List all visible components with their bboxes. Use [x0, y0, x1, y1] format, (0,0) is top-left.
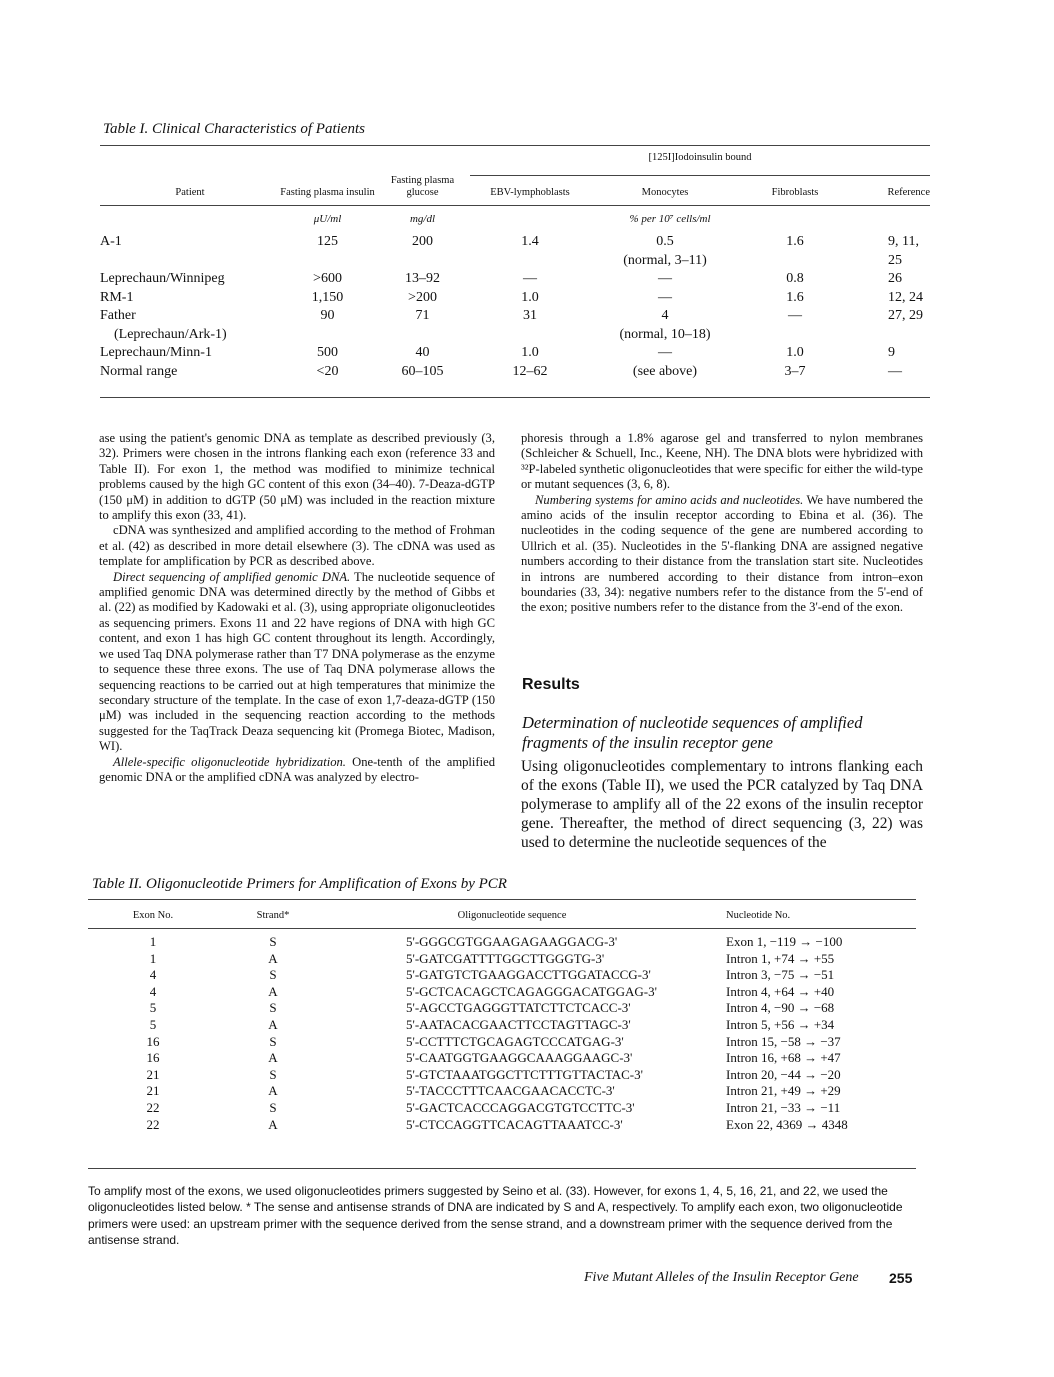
table1-value: —	[658, 289, 672, 305]
table2-cell-strand: S	[269, 1066, 277, 1082]
table2-cell-seq: 5'-GTCTAAATGGCTTCTTTGTTACTAC-3'	[406, 1066, 643, 1082]
left-p4-head: Allele-specific oligonucleotide hybridization.	[113, 754, 346, 769]
table1-cell-ebv	[470, 289, 590, 308]
table2-row	[88, 1034, 916, 1051]
table1-cell-fibro	[740, 363, 850, 382]
table1-cell-ref	[850, 233, 930, 270]
table1-cell-insulin	[280, 307, 375, 344]
table1-value: >200	[408, 289, 437, 305]
table1-cell-ebv	[470, 233, 590, 270]
table1-value: 31	[523, 308, 537, 323]
table2-cell-strand: A	[268, 1016, 278, 1032]
table2-cell-strand: A	[268, 1050, 278, 1066]
th-fasting-insulin: Fasting plasma insulin	[280, 186, 375, 198]
table2-caption: Table II. Oligonucleotide Primers for Amplification of Exons by PCR	[92, 876, 507, 892]
table2-cell-seq: 5'-GGGCGTGGAAGAGAAGGACG-3'	[406, 934, 618, 949]
table1-value: 1.0	[786, 345, 804, 360]
table1-value: 27, 29	[888, 308, 923, 323]
left-p3	[99, 570, 495, 755]
table2-cell-nuc: Intron 4, +64 → +40	[726, 983, 835, 999]
table1-cell-glucose	[375, 344, 470, 363]
table1-cell-fibro	[740, 344, 850, 363]
table1-value: 60–105	[401, 363, 444, 379]
left-p2: cDNA was synthesized and amplified according to the method of Frohman et al. (42) as described in more detail elsewhere (3). The cDNA was used as template for amplification by PCR as described above.	[99, 523, 495, 569]
th-exon: Exon No.	[132, 910, 174, 922]
table1-cell-mono	[590, 363, 740, 382]
table1-value: 1.6	[786, 234, 804, 249]
table1-value: 0.5	[656, 234, 674, 249]
table1-row	[100, 270, 930, 289]
table1-value: —	[888, 363, 902, 379]
table1-cell-ebv	[470, 270, 590, 289]
table2-bottom-rule	[88, 1168, 916, 1169]
table2-cell-seq: 5'-TACCCTTTCAACGAACACCTC-3'	[406, 1083, 615, 1099]
table2-cell-seq: 5'-CTCCAGGTTCACAGTTAAATCC-3'	[406, 1116, 623, 1132]
unit-glucose: mg/dl	[409, 213, 436, 226]
table2-cell-exon: 5	[149, 1016, 157, 1032]
left-p3-head: Direct sequencing of amplified genomic DNA.	[113, 569, 351, 584]
table1-cell-insulin	[280, 344, 375, 363]
table1-cell-glucose	[375, 363, 470, 382]
table1-value: 12, 24	[888, 289, 923, 305]
table1-cell-patient	[100, 270, 280, 289]
table2-top-rule	[88, 899, 916, 900]
running-title: Five Mutant Alleles of the Insulin Receptor Gene	[584, 1270, 859, 1285]
table1-cell-fibro	[740, 307, 850, 344]
right-p2	[521, 493, 923, 616]
table2-cell-nuc: Intron 16, +68 → +47	[726, 1050, 841, 1066]
table1-value: 1,150	[311, 289, 344, 305]
table1-value: 1.6	[786, 289, 804, 305]
table1-cell-ebv	[470, 307, 590, 344]
table1-value: 1.4	[521, 234, 539, 249]
right-p1: phoresis through a 1.8% agarose gel and transferred to nylon membranes (Schleicher & Schuell, Inc., Keene, NH). The DNA blots were hybridized with ³²P-labeled synthetic oligonucleotides that were specific for either the wild-type or mutant sequences (3, 6, 8).	[521, 431, 923, 492]
table2-cell-nuc: Intron 21, +49 → +29	[726, 1083, 841, 1099]
table1-cell-ebv	[470, 363, 590, 382]
table1-cell-mono	[590, 270, 740, 289]
results-heading: Results	[522, 676, 580, 693]
table2-row	[88, 1000, 916, 1017]
table1-cell-glucose	[375, 233, 470, 270]
table1-value: A-1	[100, 234, 122, 249]
table1-cell-glucose	[375, 289, 470, 308]
table1-value: —	[658, 345, 672, 360]
table2-cell-nuc: Exon 22, 4369 → 4348	[726, 1116, 848, 1132]
table2-cell-strand: S	[269, 1000, 277, 1016]
table1-value: Father	[100, 308, 136, 323]
table1-value: 71	[415, 308, 430, 323]
table2-cell-exon: 1	[149, 950, 157, 966]
table2-cell-exon: 16	[146, 1033, 160, 1049]
table1-value: 9, 11, 25	[888, 234, 919, 268]
table1-value: 12–62	[512, 363, 548, 379]
table2-row	[88, 984, 916, 1001]
left-p4-body: One-tenth of the amplified genomic DNA or the amplified cDNA was analyzed by electro-	[99, 754, 496, 784]
table2-cell-nuc: Intron 4, −90 → −68	[726, 1000, 835, 1016]
table1-cell-mono	[590, 344, 740, 363]
table2-row	[88, 951, 916, 968]
table1-value: 0.8	[786, 271, 804, 286]
table2-row	[88, 934, 916, 951]
table1-cell-insulin	[280, 289, 375, 308]
th-patient: Patient	[175, 186, 205, 198]
right-p2-head: Numbering systems for amino acids and nucleotides.	[535, 492, 804, 507]
table2-row	[88, 1050, 916, 1067]
results-paragraph: Using oligonucleotides complementary to introns flanking each of the exons (Table II), we used the PCR catalyzed by Taq DNA polymerase to amplify all of the 22 exons of the insulin receptor gene. Thereafter, the method of direct sequencing (3, 22) was used to determine the nucleotide sequences of the	[521, 758, 923, 851]
table1-value: <20	[316, 363, 339, 379]
table2-row	[88, 1083, 916, 1100]
table1-mono-note: (normal, 10–18)	[619, 326, 711, 342]
th-monocytes: Monocytes	[641, 186, 689, 198]
table2-cell-exon: 16	[146, 1050, 160, 1066]
table1-value: 200	[412, 234, 433, 249]
left-p3-body: The nucleotide sequence of amplified genomic DNA was determined directly by the method of Gibbs et al. (22) as modified by Kadowaki et al. (3), using appropriate oligonucleotides as sequencing primers. Exons 11 and 22 have regions of DNA with high GC content, and exon 1 has high GC content throughout its length. Accordingly, we used Taq DNA polymerase rather than T7 DNA polymerase as the enzyme to sequence these three exons. The use of Taq DNA polymerase allows the sequencing reactions to be carried out at high temperatures that minimize the secondary structure of the template. In the case of exon 1,7-deaza-dGTP (150 μM) was included in the sequencing reaction according to the methods suggested for the TaqTrack Deaza sequencing kit (Promega Biotec, Madison, WI).	[99, 569, 495, 754]
th-sequence: Oligonucleotide sequence	[457, 910, 567, 922]
table1-cell-glucose	[375, 307, 470, 344]
table1-value: 40	[415, 345, 430, 360]
table1-cell-patient	[100, 307, 280, 344]
table1-cell-mono	[590, 289, 740, 308]
table2-cell-nuc: Intron 20, −44 → −20	[726, 1066, 841, 1082]
left-p4	[99, 755, 495, 786]
table1-cell-fibro	[740, 270, 850, 289]
table1-caption: Table I. Clinical Characteristics of Patients	[103, 121, 365, 137]
right-p2-body: We have numbered the amino acids of the insulin receptor according to Ebina et al. (36). The nucleotides in the coding sequence of the gene are numbered according to Ullrich et al. (35). Nucleotides in the 5'-flanking DNA are assigned negative numbers according to their distance from the translation start site. Nucleotides in introns are numbered according to their distance from intron–exon boundaries (33, 34): negative numbers refer to the distance from the 5'-end of the exon; positive numbers refer to the distance from the 3'-end of the exon.	[521, 492, 923, 615]
table1-cell-patient	[100, 233, 280, 270]
table1-cell-patient	[100, 344, 280, 363]
table1-value: —	[523, 271, 537, 286]
table1-value: RM-1	[100, 289, 134, 305]
table2-cell-strand: A	[268, 950, 278, 966]
table1-row	[100, 307, 930, 344]
table1-cell-mono	[590, 233, 740, 270]
table2-cell-exon: 4	[149, 967, 157, 983]
table2-cell-nuc: Intron 5, +56 → +34	[726, 1016, 835, 1032]
table2-row	[88, 1117, 916, 1134]
table2-cell-strand: S	[269, 934, 277, 949]
table1-value: Normal range	[100, 363, 178, 379]
table1-value: 125	[317, 234, 338, 249]
table2-row	[88, 1100, 916, 1117]
table1-value: 3–7	[784, 363, 806, 379]
table2-cell-seq: 5'-CAATGGTGAAGGCAAAGGAAGC-3'	[406, 1050, 633, 1066]
table1-cell-fibro	[740, 233, 850, 270]
table1-value: (see above)	[632, 363, 698, 379]
page-number: 255	[889, 1270, 913, 1286]
table2-cell-seq: 5'-GATGTCTGAAGGACCTTGGATACCG-3'	[406, 967, 651, 983]
table2-cell-nuc: Intron 21, −33 → −11	[726, 1099, 841, 1115]
table1-value: 4	[661, 308, 669, 323]
table2-row	[88, 1017, 916, 1034]
table1-cell-insulin	[280, 233, 375, 270]
table2-row	[88, 1067, 916, 1084]
table2	[88, 904, 916, 1133]
th-strand: Strand*	[256, 910, 290, 922]
table1-row	[100, 363, 930, 382]
table1-value: 9	[888, 345, 895, 360]
table1-value: 1.0	[521, 345, 539, 360]
th-fibroblasts: Fibroblasts	[771, 186, 819, 198]
th-nucleotide: Nucleotide No.	[726, 910, 791, 922]
table1-cell-glucose	[375, 270, 470, 289]
table1-cell-patient	[100, 289, 280, 308]
left-column	[99, 431, 495, 785]
table2-cell-strand: S	[269, 1033, 277, 1049]
table1-cell-patient	[100, 363, 280, 382]
table1-bottom-rule	[100, 397, 930, 398]
table2-cell-seq: 5'-GCTCACAGCTCAGAGGGACATGGAG-3'	[406, 983, 657, 999]
table1-cell-ref	[850, 363, 930, 382]
table2-cell-exon: 1	[149, 934, 157, 949]
table1-cell-ref	[850, 344, 930, 363]
table2-cell-strand: S	[269, 1099, 277, 1115]
table2-row	[88, 967, 916, 984]
table2-cell-seq: 5'-CCTTTCTGCAGAGTCCCATGAG-3'	[406, 1033, 624, 1049]
table2-cell-exon: 5	[149, 1000, 157, 1016]
table1-value: 13–92	[405, 271, 440, 286]
table1-mono-note: (normal, 3–11)	[623, 252, 707, 268]
table1-cell-fibro	[740, 289, 850, 308]
table2-cell-seq: 5'-GACTCACCCAGGACGTGTCCTTC-3'	[406, 1099, 635, 1115]
unit-insulin: μU/ml	[313, 213, 342, 226]
th-iodoinsulin-group: [125I]Iodoinsulin bound	[470, 145, 930, 175]
table1-value: >600	[313, 271, 342, 286]
th-reference: Reference	[887, 186, 930, 198]
table2-cell-exon: 4	[149, 983, 157, 999]
table1-cell-ref	[850, 289, 930, 308]
table2-cell-nuc: Intron 1, +74 → +55	[726, 950, 835, 966]
table2-cell-exon: 22	[146, 1116, 160, 1132]
table2-cell-strand: A	[268, 1083, 278, 1099]
table1-value: Leprechaun/Minn-1	[100, 345, 212, 360]
table1-value: Leprechaun/Winnipeg	[100, 271, 225, 286]
table2-cell-exon: 22	[146, 1099, 160, 1115]
th-ebv: EBV-lymphoblasts	[490, 186, 570, 198]
table2-cell-nuc: Intron 15, −58 → −37	[726, 1033, 841, 1049]
table1-value: —	[788, 308, 802, 323]
right-column	[521, 431, 923, 616]
table1-value: —	[658, 271, 672, 286]
table1-row	[100, 344, 930, 363]
table1-value: 500	[317, 345, 338, 360]
table1-cell-ref	[850, 270, 930, 289]
table1-cell-insulin	[280, 270, 375, 289]
table2-cell-nuc: Exon 1, −119 → −100	[726, 934, 843, 949]
table2-cell-seq: 5'-AGCCTGAGGGTTATCTTCTCACC-3'	[406, 1000, 631, 1016]
table1-value: 26	[888, 271, 902, 286]
table2-cell-strand: A	[268, 1116, 278, 1132]
table1-patient-note: (Leprechaun/Ark-1)	[114, 326, 227, 342]
results-subheading: Determination of nucleotide sequences of amplified fragments of the insulin receptor gene	[522, 713, 863, 752]
table1-cell-ref	[850, 307, 930, 344]
table2-cell-nuc: Intron 3, −75 → −51	[726, 967, 835, 983]
table2-cell-seq: 5'-GATCGATTTTGGCTTGGGTG-3'	[406, 950, 605, 966]
table1-cell-insulin	[280, 363, 375, 382]
table2-cell-exon: 21	[146, 1083, 160, 1099]
table1-value: 90	[320, 308, 335, 323]
unit-binding: % per 10⁷ cells/ml	[629, 213, 711, 226]
table1-row	[100, 233, 930, 270]
left-p1: ase using the patient's genomic DNA as template as described previously (3, 32). Primers were chosen in the introns flanking each exon (reference 33 and Table II). For exon 1, the method was modified to minimize technical problems caused by the high GC content of this exon (34–40). 7-Deaza-dGTP (150 μM) in addition to dGTP (50 μM) was included in the reaction mixture to amplify this exon (33, 41).	[99, 431, 495, 523]
table1-row	[100, 289, 930, 308]
table1-cell-ebv	[470, 344, 590, 363]
table1	[100, 145, 930, 381]
table2-cell-strand: S	[269, 967, 277, 983]
table2-cell-strand: A	[268, 983, 278, 999]
table2-footnote: To amplify most of the exons, we used oligonucleotides primers suggested by Seino et al. (33). However, for exons 1, 4, 5, 16, 21, and 22, we used the oligonucleotides listed below. * The sense and antisense strands of DNA are indicated by S and A, respectively. To amplify each exon, two oligonucleotide primers were used: an upstream primer with the sequence derived from the sense strand, and a downstream primer with the sequence derived from the antisense strand.	[88, 1184, 903, 1247]
th-fasting-glucose: Fasting plasma glucose	[390, 174, 455, 198]
table2-cell-seq: 5'-AATACACGAACTTCCTAGTTAGC-3'	[406, 1016, 631, 1032]
table1-cell-mono	[590, 307, 740, 344]
table1-value: 1.0	[521, 289, 539, 305]
table2-cell-exon: 21	[146, 1066, 160, 1082]
